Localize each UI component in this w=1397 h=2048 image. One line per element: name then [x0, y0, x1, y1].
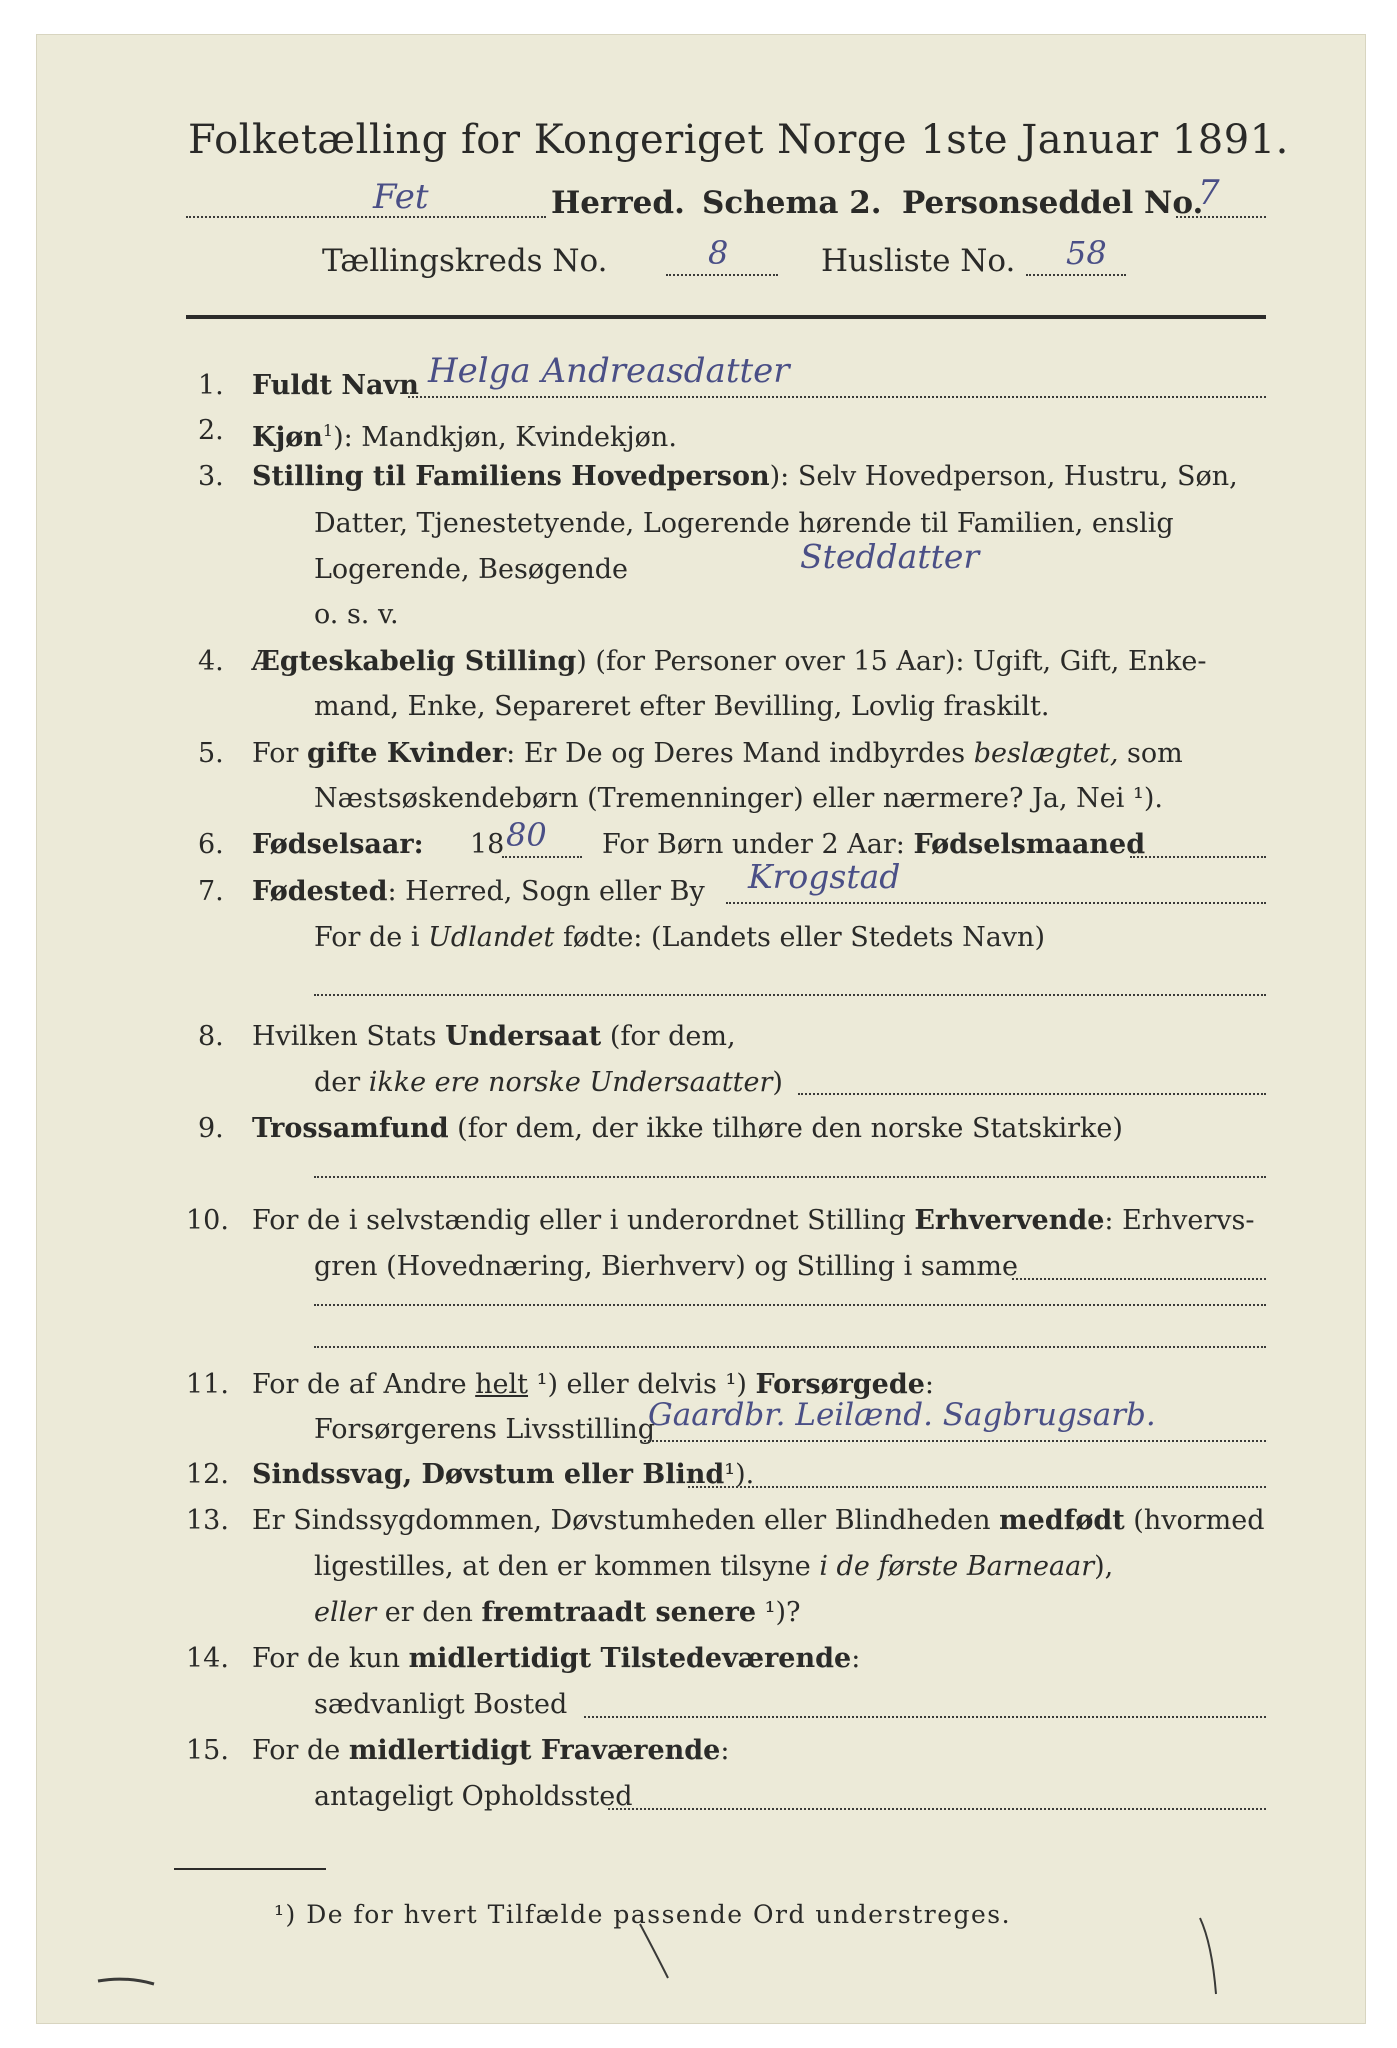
- q2-label: Kjøn: [252, 422, 323, 453]
- q15-line1-bold: midlertidigt Fraværende: [348, 1735, 721, 1766]
- q13-line3-italic: eller: [314, 1597, 377, 1628]
- q5-number: 5.: [198, 738, 224, 769]
- q2-sup: 1: [322, 421, 334, 440]
- q6-rest-text: For Børn under 2 Aar:: [602, 829, 914, 860]
- q13-line2-italic: i de første Barneaar: [819, 1551, 1095, 1582]
- q5-label-bold: gifte Kvinder: [307, 738, 507, 769]
- q6-handwritten-year: 80: [506, 816, 547, 854]
- q15-line2: antageligt Opholdssted: [314, 1781, 633, 1812]
- q3-line3: Logerende, Besøgende: [314, 554, 628, 585]
- q15-line1-pre: For de: [252, 1735, 349, 1766]
- q7-line2-rest: fødte: (Landets eller Stedets Navn): [554, 922, 1045, 953]
- q7-label: Fødested: [252, 876, 388, 907]
- q6-rest-bold: Fødselsmaaned: [913, 829, 1146, 860]
- taellingskreds-handwritten: 8: [708, 234, 729, 272]
- q10-line1-pre: For de i selvstændig eller i underordnet Stilling: [252, 1205, 915, 1236]
- q13-number: 13.: [186, 1505, 229, 1536]
- q8-line2-rest: ): [772, 1067, 783, 1098]
- paper-mark-center: [640, 1924, 668, 1978]
- q11-line1-pre: For de af Andre: [252, 1369, 476, 1400]
- q10-line2: gren (Hovednæring, Bierhverv) og Stilling i samme: [314, 1251, 1019, 1282]
- husliste-label: Husliste No.: [821, 243, 1016, 279]
- q4-number: 4.: [198, 646, 224, 677]
- paper-marks: [36, 34, 1366, 2024]
- q6-label: Fødselsaar:: [252, 829, 424, 860]
- q12-number: 12.: [186, 1459, 229, 1490]
- q13-line3-rest: ¹)?: [756, 1597, 801, 1628]
- q11-line1-bold: Forsørgede: [755, 1369, 925, 1400]
- q9-label: Trossamfund: [252, 1113, 449, 1144]
- q8-line1-bold: Undersaat: [445, 1021, 602, 1052]
- q8-line1-rest: (for dem,: [601, 1021, 736, 1052]
- q13-line2-pre: ligestilles, at den er kommen tilsyne: [314, 1551, 820, 1582]
- q2-number: 2.: [198, 415, 224, 446]
- q4-line2: mand, Enke, Separeret efter Bevilling, Lovlig fraskilt.: [314, 691, 1050, 722]
- q13-line2-rest: ),: [1094, 1551, 1114, 1582]
- q2-rest: ): Mandkjøn, Kvindekjøn.: [333, 422, 677, 453]
- q13-line3-bold: fremtraadt senere: [481, 1597, 757, 1628]
- q4-line1-rest: ) (for Personer over 15 Aar): Ugift, Gift, Enke-: [576, 646, 1207, 677]
- q10-line1-rest: : Erhvervs-: [1104, 1205, 1255, 1236]
- q3-handwritten-relation: Steddatter: [800, 537, 980, 576]
- taellingskreds-label: Tællingskreds No.: [322, 243, 608, 279]
- q6-year-prefix: 18: [470, 829, 505, 860]
- herred-label: Herred.: [551, 185, 685, 221]
- q11-line2: Forsørgerens Livsstilling: [314, 1414, 656, 1445]
- q15-number: 15.: [186, 1735, 229, 1766]
- q1-label: Fuldt Navn: [252, 370, 419, 401]
- q9-number: 9.: [198, 1113, 224, 1144]
- personseddel-handwritten: 7: [1198, 173, 1220, 213]
- q1-number: 1.: [198, 370, 224, 401]
- q5-line1-rest: : Er De og Deres Mand indbyrdes: [506, 738, 974, 769]
- q7-number: 7.: [198, 876, 224, 907]
- form-title: Folketælling for Kongeriget Norge 1ste Januar 1891.: [188, 117, 1289, 163]
- q10-line1-bold: Erhvervende: [914, 1205, 1105, 1236]
- q3-line4: o. s. v.: [314, 599, 399, 630]
- q14-number: 14.: [186, 1643, 229, 1674]
- q14-line1-pre: For de kun: [252, 1643, 409, 1674]
- q15-line1-rest: :: [720, 1735, 730, 1766]
- q3-line1-rest: ): Selv Hovedperson, Hustru, Søn,: [769, 461, 1238, 492]
- q13-line1-pre: Er Sindssygdommen, Døvstumheden eller Blindheden: [252, 1505, 1000, 1536]
- q11-line1-end: :: [924, 1369, 935, 1400]
- paper-mark-right: [1200, 1918, 1216, 1994]
- q5-label-pre: For: [252, 738, 308, 769]
- q7-line1-rest: : Herred, Sogn eller By: [387, 876, 705, 907]
- q8-line2-italic: ikke ere norske Undersaatter: [368, 1067, 773, 1098]
- herred-handwritten: Fet: [373, 177, 429, 217]
- q13-line3-pre: er den: [376, 1597, 482, 1628]
- q10-number: 10.: [186, 1205, 229, 1236]
- q13-line1-bold: medfødt: [999, 1505, 1125, 1536]
- q3-number: 3.: [198, 461, 224, 492]
- q7-line2-italic: Udlandet: [428, 922, 555, 953]
- q6-number: 6.: [198, 829, 224, 860]
- q4-label: Ægteskabelig Stilling: [252, 646, 577, 677]
- q3-label: Stilling til Familiens Hovedperson: [252, 461, 770, 492]
- q5-line2: Næstsøskendebørn (Tremenninger) eller nærmere? Ja, Nei ¹).: [314, 783, 1163, 814]
- q3-line2: Datter, Tjenestetyende, Logerende hørende til Familien, enslig: [314, 508, 1174, 539]
- footnote: ¹) De for hvert Tilfælde passende Ord understreges.: [274, 1900, 1012, 1929]
- q1-handwritten-name: Helga Andreasdatter: [428, 351, 790, 391]
- q11-number: 11.: [186, 1369, 229, 1400]
- husliste-handwritten: 58: [1066, 234, 1107, 272]
- q11-helt: helt: [475, 1369, 529, 1400]
- q7-line2-pre: For de i: [314, 922, 429, 953]
- paper-mark-left: [98, 1979, 154, 1984]
- q7-handwritten-place: Krogstad: [748, 857, 901, 896]
- q5-italic: beslægtet,: [973, 738, 1119, 769]
- q11-line1-mid: ¹) eller delvis ¹): [528, 1369, 756, 1400]
- schema-label: Schema 2.: [702, 185, 882, 221]
- q12-rest: ¹).: [724, 1459, 755, 1490]
- q14-line2: sædvanligt Bosted: [314, 1689, 568, 1720]
- q14-line1-rest: :: [851, 1643, 861, 1674]
- q8-number: 8.: [198, 1021, 224, 1052]
- q8-line1-pre: Hvilken Stats: [252, 1021, 446, 1052]
- q12-label: Sindssvag, Døvstum eller Blind: [252, 1459, 725, 1490]
- personseddel-label: Personseddel No.: [902, 185, 1204, 221]
- q14-line1-bold: midlertidigt Tilstedeværende: [408, 1643, 852, 1674]
- q9-rest: (for dem, der ikke tilhøre den norske Statskirke): [448, 1113, 1123, 1144]
- census-form-paper: [36, 34, 1366, 2024]
- q5-line1-end: som: [1118, 738, 1183, 769]
- q8-line2-pre: der: [314, 1067, 369, 1098]
- q11-handwritten-occupation: Gaardbr. Leilænd. Sagbrugsarb.: [648, 1397, 1156, 1433]
- q13-line1-rest: (hvormed: [1124, 1505, 1265, 1536]
